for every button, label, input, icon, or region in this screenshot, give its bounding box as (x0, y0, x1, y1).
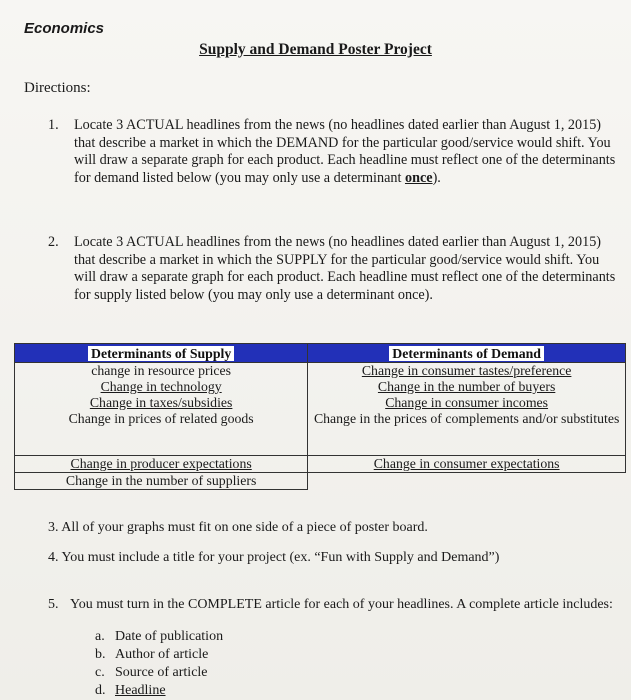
table-cell-supply: Change in the number of suppliers (15, 473, 308, 490)
direction-item-1 (48, 117, 618, 187)
list-item: b. Author of article (95, 647, 209, 662)
item-text: Locate 3 ACTUAL headlines from the news (no headlines dated earlier than August 1, 2015) that describe a market in which the SUPPLY for the particular good/service would shift. You will draw a separate graph for each product. Each headline must reflect one of the determinants for supply listed below (you may only use a determinant once). (74, 234, 616, 303)
direction-item-5: 5. You must turn in the COMPLETE article for each of your headlines. A complete article includes: (48, 597, 613, 612)
determinants-table (14, 343, 626, 490)
item-number: 1. (48, 117, 59, 133)
page-title: Supply and Demand Poster Project (199, 41, 432, 58)
item-number: 2. (48, 234, 59, 250)
table-cell-supply: Change in producer expectations (15, 456, 308, 473)
table-cell-empty (308, 473, 626, 490)
direction-item-4: 4. You must include a title for your project (ex. “Fun with Supply and Demand”) (48, 550, 500, 565)
direction-item-2 (48, 234, 618, 304)
item-text: Locate 3 ACTUAL headlines from the news (no headlines dated earlier than August 1, 2015) that describe a market in which the DEMAND for the particular good/service would shift. You will draw a separate graph for each product. Each headline must reflect one of the determinants for demand listed below (you may only use a determinant (74, 117, 616, 186)
table-cell-supply: change in resource prices Change in technology Change in taxes/subsidies Change in prices of related goods (15, 363, 308, 456)
demand-header: Determinants of Demand (308, 344, 626, 363)
list-item: a. Date of publication (95, 629, 224, 644)
table-cell-demand: Change in consumer expectations (308, 456, 626, 473)
article-parts-list (95, 628, 223, 700)
list-item: d. Headline (95, 683, 166, 698)
supply-header: Determinants of Supply (15, 344, 308, 363)
directions-label: Directions: (24, 80, 91, 96)
list-item: c. Source of article (95, 665, 208, 680)
item-text-end: ). (432, 169, 441, 186)
table-cell-demand: Change in consumer tastes/preference Change in the number of buyers Change in consumer incomes Change in the prices of complements and/or substitutes (308, 363, 626, 456)
item-emphasis: once (404, 169, 433, 186)
subject-label: Economics (24, 20, 105, 37)
direction-item-3: 3. All of your graphs must fit on one side of a piece of poster board. (48, 520, 428, 535)
